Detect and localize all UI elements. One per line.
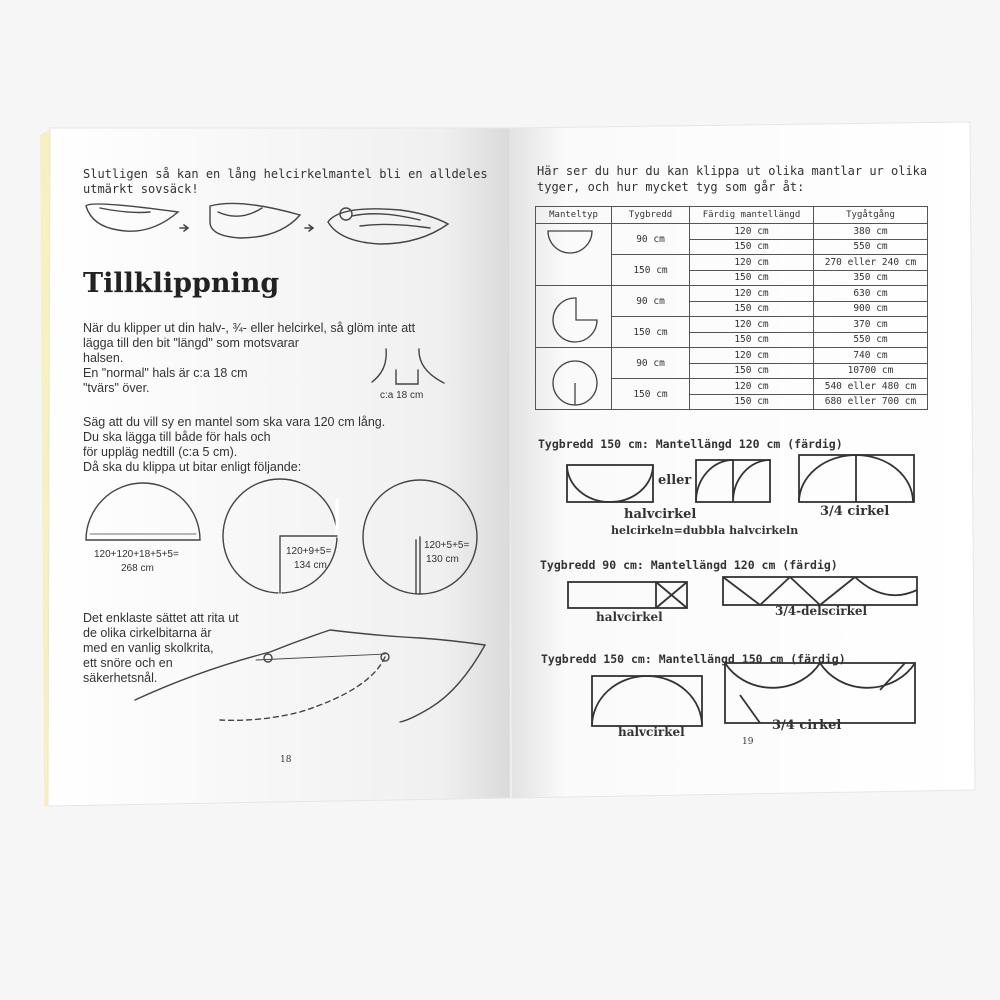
three-quarter-piece-formula: 120+9+5=	[286, 546, 332, 557]
width-cell: 150 cm	[612, 255, 690, 286]
table-row	[536, 224, 928, 240]
para1-line2: lägga till den bit "längd" som motsvarar	[83, 336, 299, 350]
width-cell: 90 cm	[612, 348, 690, 379]
width-cell: 150 cm	[612, 379, 690, 410]
table-row	[536, 348, 928, 364]
length-cell: 120 cm	[690, 286, 814, 302]
para1-line5: "tvärs" över.	[83, 381, 150, 395]
half-piece-formula: 120+120+18+5+5=	[94, 549, 179, 560]
usage-cell: 630 cm	[814, 286, 928, 302]
layout1-note: helcirkeln=dubbla halvcirkeln	[611, 524, 799, 537]
length-cell: 120 cm	[690, 255, 814, 271]
para3-line5: säkerhetsnål.	[83, 671, 158, 685]
usage-cell: 10700 cm	[814, 363, 928, 379]
length-cell: 150 cm	[690, 394, 814, 410]
para3-line1: Det enklaste sättet att rita ut	[83, 611, 239, 625]
usage-cell: 550 cm	[814, 332, 928, 348]
layout1-heading: Tygbredd 150 cm: Mantellängd 120 cm (färdig)	[538, 437, 843, 451]
usage-cell: 550 cm	[814, 239, 928, 255]
usage-cell: 380 cm	[814, 224, 928, 240]
layout1-three-quarter: 3/4 cirkel	[820, 504, 890, 519]
usage-cell: 370 cm	[814, 317, 928, 333]
fabric-table	[535, 206, 928, 410]
page-number-right: 19	[742, 737, 754, 747]
col-header-length: Färdig mantellängd	[690, 207, 814, 224]
usage-cell: 540 eller 480 cm	[814, 379, 928, 395]
col-header-usage: Tygåtgång	[814, 207, 928, 224]
width-cell: 150 cm	[612, 317, 690, 348]
para1-line4: En "normal" hals är c:a 18 cm	[83, 366, 248, 380]
para2-line1: Säg att du vill sy en mantel som ska vara 120 cm lång.	[83, 415, 386, 429]
right-intro-line2: tyger, och hur mycket tyg som går åt:	[537, 180, 805, 194]
layout3-three-quarter: 3/4 cirkel	[772, 718, 842, 733]
layout1-eller: eller	[658, 473, 692, 488]
left-intro-line1: Slutligen så kan en lång helcirkelmantel bli en alldeles	[83, 167, 488, 181]
table-row	[536, 286, 928, 302]
table-header-row	[536, 207, 928, 224]
layout2-halvcirkel: halvcirkel	[596, 610, 663, 624]
neck-label: c:a 18 cm	[380, 390, 424, 401]
page-number-left: 18	[280, 755, 292, 765]
layout2-three-quarter: 3/4-delscirkel	[775, 604, 868, 618]
width-cell: 90 cm	[612, 224, 690, 255]
usage-cell: 900 cm	[814, 301, 928, 317]
col-header-type: Manteltyp	[536, 207, 612, 224]
para2-line3: för uppläg nedtill (c:a 5 cm).	[83, 445, 238, 459]
length-cell: 150 cm	[690, 301, 814, 317]
para3-line2: de olika cirkelbitarna är	[83, 626, 212, 640]
length-cell: 120 cm	[690, 379, 814, 395]
three-quarter-circle-cell	[536, 286, 612, 348]
half-piece-total: 268 cm	[121, 563, 154, 574]
three-quarter-piece-total: 134 cm	[294, 560, 327, 571]
length-cell: 150 cm	[690, 239, 814, 255]
layout1-halvcirkel: halvcirkel	[624, 507, 697, 522]
layout2-heading: Tygbredd 90 cm: Mantellängd 120 cm (färdig)	[540, 558, 838, 572]
length-cell: 150 cm	[690, 270, 814, 286]
layout3-heading: Tygbredd 150 cm: Mantellängd 150 cm (färdig)	[541, 652, 846, 666]
col-header-width: Tygbredd	[612, 207, 690, 224]
full-piece-total: 130 cm	[426, 554, 459, 565]
para3-line3: med en vanlig skolkrita,	[83, 641, 214, 655]
full-circle-cell	[536, 348, 612, 410]
usage-cell: 270 eller 240 cm	[814, 255, 928, 271]
para2-line4: Då ska du klippa ut bitar enligt följande:	[83, 460, 302, 474]
length-cell: 150 cm	[690, 363, 814, 379]
page-title: Tillklippning	[83, 268, 280, 299]
length-cell: 150 cm	[690, 332, 814, 348]
length-cell: 120 cm	[690, 348, 814, 364]
usage-cell: 740 cm	[814, 348, 928, 364]
layout3-halvcirkel: halvcirkel	[618, 725, 685, 739]
para3-line4: ett snöre och en	[83, 656, 173, 670]
half-circle-cell	[536, 224, 612, 286]
para1-line1: När du klipper ut din halv-, ¾- eller helcirkel, så glöm inte att	[83, 321, 416, 335]
para2-line2: Du ska lägga till både för hals och	[83, 430, 271, 444]
length-cell: 120 cm	[690, 224, 814, 240]
left-intro-line2: utmärkt sovsäck!	[83, 182, 199, 196]
usage-cell: 350 cm	[814, 270, 928, 286]
right-intro-line1: Här ser du hur du kan klippa ut olika mantlar ur olika	[537, 164, 928, 178]
full-piece-formula: 120+5+5=	[424, 540, 470, 551]
width-cell: 90 cm	[612, 286, 690, 317]
length-cell: 120 cm	[690, 317, 814, 333]
para1-line3: halsen.	[83, 351, 124, 365]
usage-cell: 680 eller 700 cm	[814, 394, 928, 410]
